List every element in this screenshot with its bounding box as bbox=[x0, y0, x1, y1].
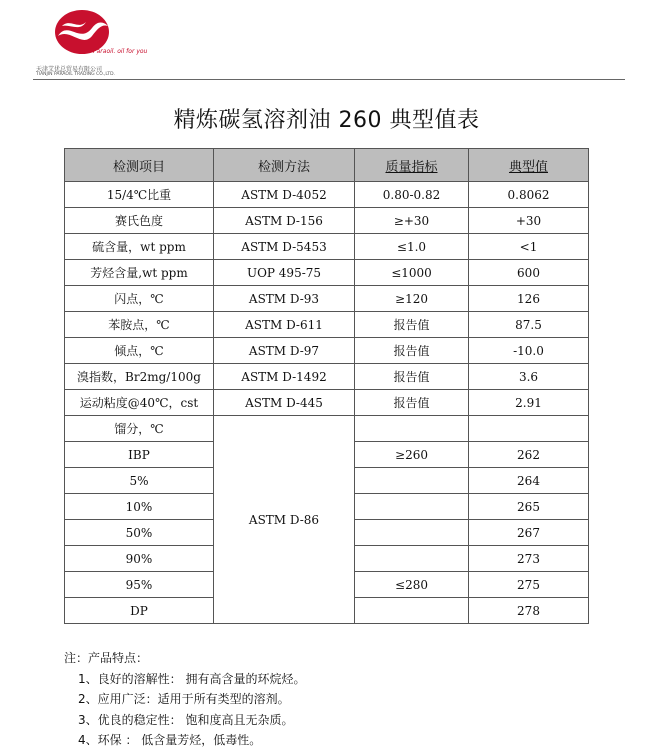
cell-method: ASTM D-156 bbox=[214, 208, 355, 234]
cell-value: 267 bbox=[469, 520, 589, 546]
product-notes bbox=[64, 648, 305, 751]
cell-spec: 报告值 bbox=[355, 364, 469, 390]
header-method: 检测方法 bbox=[214, 149, 355, 182]
cell-spec bbox=[355, 494, 469, 520]
cell-spec bbox=[355, 416, 469, 442]
cell-item: 溴指数，Br2mg/100g bbox=[65, 364, 214, 390]
cell-item: 倾点，℃ bbox=[65, 338, 214, 364]
note-item: 4、环保 ： 低含量芳烃，低毒性。 bbox=[78, 733, 262, 747]
cell-method: ASTM D-5453 bbox=[214, 234, 355, 260]
cell-value: 265 bbox=[469, 494, 589, 520]
cell-item: 15/4℃比重 bbox=[65, 182, 214, 208]
cell-value: 264 bbox=[469, 468, 589, 494]
cell-value: 3.6 bbox=[469, 364, 589, 390]
table-row bbox=[65, 390, 589, 416]
cell-method-distillation: ASTM D-86 bbox=[214, 416, 355, 624]
cell-spec bbox=[355, 520, 469, 546]
table-row bbox=[65, 182, 589, 208]
cell-spec: 报告值 bbox=[355, 338, 469, 364]
table-row bbox=[65, 312, 589, 338]
table-row bbox=[65, 260, 589, 286]
cell-method: ASTM D-93 bbox=[214, 286, 355, 312]
cell-method: ASTM D-4052 bbox=[214, 182, 355, 208]
table-row bbox=[65, 416, 589, 442]
cell-item: DP bbox=[65, 598, 214, 624]
company-name-en: TIANJIN PARAOIL TRADING CO.,LTD. bbox=[36, 72, 115, 77]
note-item: 2、应用广泛：适用于所有类型的溶剂。 bbox=[78, 692, 290, 706]
cell-spec bbox=[355, 546, 469, 572]
note-item: 3、优良的稳定性： 饱和度高且无杂质。 bbox=[78, 712, 294, 727]
cell-spec: 报告值 bbox=[355, 390, 469, 416]
cell-spec bbox=[355, 468, 469, 494]
note-item: 1、良好的溶解性： 拥有高含量的环烷烃。 bbox=[78, 671, 306, 686]
cell-item: 苯胺点，℃ bbox=[65, 312, 214, 338]
cell-spec: 0.80-0.82 bbox=[355, 182, 469, 208]
cell-value bbox=[469, 416, 589, 442]
table-row bbox=[65, 286, 589, 312]
cell-spec: ≤1000 bbox=[355, 260, 469, 286]
cell-value: 600 bbox=[469, 260, 589, 286]
cell-item: IBP bbox=[65, 442, 214, 468]
table-header-row bbox=[65, 149, 589, 182]
notes-heading: 注：产品特点： bbox=[64, 651, 149, 665]
cell-item: 硫含量，wt ppm bbox=[65, 234, 214, 260]
cell-value: 87.5 bbox=[469, 312, 589, 338]
header-divider bbox=[33, 79, 625, 80]
cell-value: 262 bbox=[469, 442, 589, 468]
table-row bbox=[65, 364, 589, 390]
cell-spec: ≥120 bbox=[355, 286, 469, 312]
cell-value: -10.0 bbox=[469, 338, 589, 364]
cell-value: 278 bbox=[469, 598, 589, 624]
cell-spec: ≤280 bbox=[355, 572, 469, 598]
cell-item: 赛氏色度 bbox=[65, 208, 214, 234]
cell-spec: ≥260 bbox=[355, 442, 469, 468]
cell-item: 10% bbox=[65, 494, 214, 520]
table-row bbox=[65, 338, 589, 364]
cell-item: 运动粘度@40℃，cst bbox=[65, 390, 214, 416]
cell-method: ASTM D-445 bbox=[214, 390, 355, 416]
cell-item: 闪点，℃ bbox=[65, 286, 214, 312]
cell-item: 馏分，℃ bbox=[65, 416, 214, 442]
cell-method: ASTM D-1492 bbox=[214, 364, 355, 390]
cell-method: UOP 495-75 bbox=[214, 260, 355, 286]
document-title: 精炼碳氢溶剂油 260 典型值表 bbox=[173, 108, 480, 133]
cell-value: <1 bbox=[469, 234, 589, 260]
cell-spec: 报告值 bbox=[355, 312, 469, 338]
cell-item: 芳烃含量,wt ppm bbox=[65, 260, 214, 286]
cell-item: 95% bbox=[65, 572, 214, 598]
cell-method: ASTM D-611 bbox=[214, 312, 355, 338]
cell-item: 90% bbox=[65, 546, 214, 572]
company-logo bbox=[30, 8, 170, 78]
cell-value: 0.8062 bbox=[469, 182, 589, 208]
cell-value: +30 bbox=[469, 208, 589, 234]
table-row bbox=[65, 234, 589, 260]
spec-table bbox=[64, 148, 589, 624]
header-value: 典型值 bbox=[508, 159, 548, 175]
cell-value: 126 bbox=[469, 286, 589, 312]
header-item: 检测项目 bbox=[65, 149, 214, 182]
cell-value: 275 bbox=[469, 572, 589, 598]
cell-spec: ≤1.0 bbox=[355, 234, 469, 260]
cell-method: ASTM D-97 bbox=[214, 338, 355, 364]
cell-spec bbox=[355, 598, 469, 624]
cell-value: 273 bbox=[469, 546, 589, 572]
logo-tagline: Paraoil. oil for you bbox=[93, 48, 148, 55]
cell-item: 50% bbox=[65, 520, 214, 546]
cell-value: 2.91 bbox=[469, 390, 589, 416]
table-row bbox=[65, 208, 589, 234]
company-name-cn: 天津艾优总贸易有限公司 bbox=[36, 66, 103, 73]
header-spec: 质量指标 bbox=[385, 159, 438, 175]
cell-item: 5% bbox=[65, 468, 214, 494]
cell-spec: ≥+30 bbox=[355, 208, 469, 234]
